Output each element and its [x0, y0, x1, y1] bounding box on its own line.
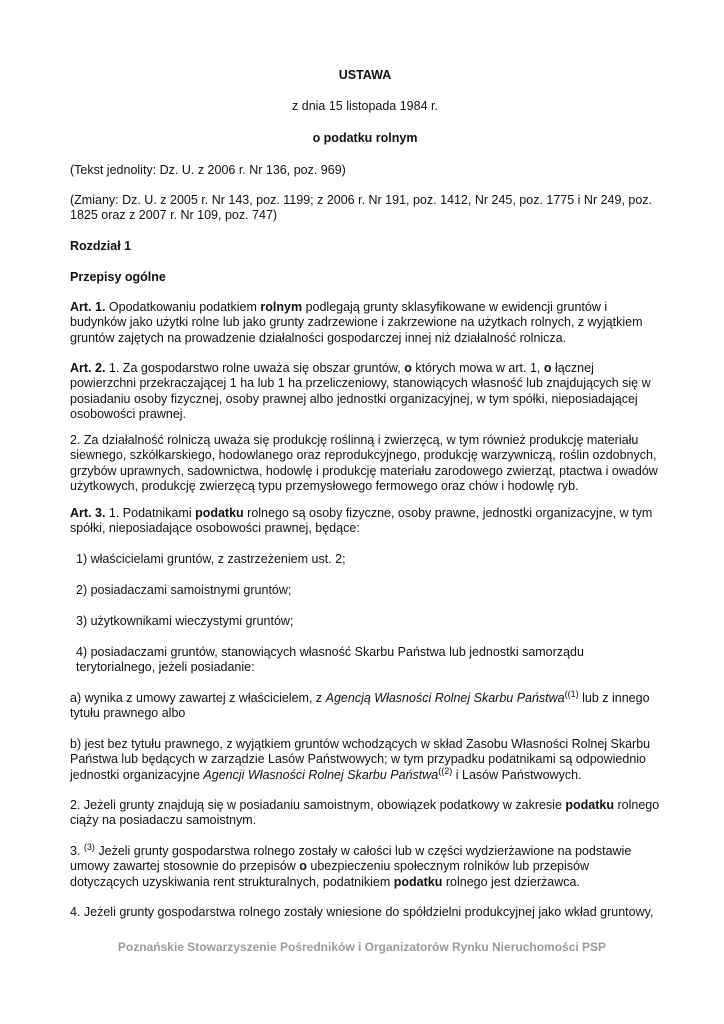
article-2-paragraph-1 [70, 361, 660, 422]
chapter-title: Przepisy ogólne [70, 270, 166, 284]
article-label: Art. 1. [70, 300, 106, 314]
footnote-marker: ((1) [564, 689, 579, 699]
article-emphasis: podatku [565, 798, 614, 812]
article-text: podlegają grunty sklasyfikowane w ewidencji gruntów i budynków jako użytki rolne lub jako grunty zadrzewione i zakrzewione na użytkach rolnych, z wyjątkiem gruntów zajętych na prowadzenie działalności gospodarczej innej niż działalność rolnicza. [70, 300, 643, 345]
amendments-reference: (Zmiany: Dz. U. z 2005 r. Nr 143, poz. 1199; z 2006 r. Nr 191, poz. 1412, Nr 245, poz. 1775 i Nr 249, poz. 1825 oraz z 2007 r. Nr 109, poz. 747) [70, 193, 653, 223]
act-title: USTAWA [338, 68, 392, 82]
agency-name: Agencji Własności Rolnej Skarbu Państwa [203, 767, 439, 782]
article-emphasis: o [299, 859, 307, 874]
list-item: 2) posiadaczami samoistnymi gruntów; [76, 583, 292, 597]
act-date: z dnia 15 listopada 1984 r. [292, 99, 438, 113]
agency-name: Agencją Własności Rolnej Skarbu Państwa [325, 691, 565, 705]
article-text: a) wynika z umowy zawartej z właścicielem, z [70, 691, 326, 705]
article-text: b) jest bez tytułu prawnego, z wyjątkiem gruntów wchodzących w skład Zasobu Własności Rolnej Skarbu Państwa lub będących w zarządzie Lasów Państwowych; w tym przypadku podatnikami są odpowiednio jednostki organizacyjne [70, 737, 651, 782]
article-text: rolnego jest dzierżawca. [442, 874, 580, 889]
page-footer: Poznańskie Stowarzyszenie Pośredników i Organizatorów Rynku Nieruchomości PSP [117, 940, 607, 954]
article-label: Art. 2. [70, 361, 106, 375]
article-text: których mowa w art. 1, [411, 361, 544, 375]
article-text: i Lasów Państwowych. [452, 767, 582, 782]
paragraph-number: 3. [70, 844, 84, 858]
list-item: 3) użytkownikami wieczystymi gruntów; [76, 614, 294, 628]
article-text: 1. Za gospodarstwo rolne uważa się obszar gruntów, [105, 361, 405, 375]
article-1 [70, 300, 660, 346]
article-emphasis: podatku [195, 506, 244, 520]
article-3-paragraph-4: 4. Jeżeli grunty gospodarstwa rolnego zostały wniesione do spółdzielni produkcyjnej jako wkład gruntowy, [70, 905, 654, 919]
article-text: 2. Jeżeli grunty znajdują się w posiadaniu samoistnym, obowiązek podatkowy w zakresie [70, 798, 566, 812]
sub-item-b [70, 737, 660, 783]
list-item: 4) posiadaczami gruntów, stanowiących własność Skarbu Państwa lub jednostki samorządu terytorialnego, jeżeli posiadanie: [76, 645, 584, 675]
article-text: 1. Podatnikami [105, 506, 196, 520]
article-text: ubezpieczeniu społecznym rolników lub przepisów dotyczących uzyskiwania rent strukturalnych, podatnikiem [70, 859, 590, 889]
article-text: łącznej powierzchni przekraczającej 1 ha lub 1 ha przeliczeniowy, stanowiących własność lub znajdujących się w posiadaniu osoby fizycznej, osoby prawnej albo jednostki organizacyjnej, w tym spółki, nieposiadającej osobowości prawnej. [70, 361, 651, 421]
article-text: Opodatkowaniu podatkiem [105, 300, 261, 314]
sub-item-a [70, 691, 660, 722]
article-2-paragraph-2: 2. Za działalność rolniczą uważa się produkcję roślinną i zwierzęcą, w tym również produkcję materiału siewnego, szkółkarskiego, hodowlanego oraz reprodukcyjnego, produkcję warzywniczą, roślin ozdobnych, grzybów uprawnych, sadownictwa, hodowlę i produkcję materiału zarodowego zwierząt, ptactwa i owadów użytkowych, produkcję zwierzęcą typu przemysłowego fermowego oraz chów i hodowlę ryb. [70, 433, 658, 493]
article-text: rolnego są osoby fizyczne, osoby prawne, jednostki organizacyjne, w tym spółki, nieposiadające osobowości prawnej, będące: [70, 506, 653, 536]
footnote-marker: (3) [83, 842, 95, 852]
article-emphasis: o [404, 361, 412, 375]
article-label: Art. 3. [70, 506, 106, 520]
article-text: Jeżeli grunty gospodarstwa rolnego zostały w całości lub w części wydzierżawione na podstawie umowy zawartej stosownie do przepisów [70, 844, 632, 874]
article-3-paragraph-2 [70, 798, 660, 829]
chapter-number: Rozdział 1 [70, 239, 132, 253]
article-emphasis: podatku [393, 874, 443, 889]
article-text: lub z innego tytułu prawnego albo [70, 691, 650, 721]
list-item: 1) właścicielami gruntów, z zastrzeżeniem ust. 2; [76, 552, 346, 566]
act-subject: o podatku rolnym [312, 131, 418, 145]
article-3-paragraph-1 [70, 506, 660, 537]
article-emphasis: rolnym [260, 300, 303, 314]
unified-text-reference: (Tekst jednolity: Dz. U. z 2006 r. Nr 136, poz. 969) [70, 163, 346, 177]
footnote-marker: ((2) [438, 765, 453, 776]
article-emphasis: o [543, 361, 552, 375]
article-3-paragraph-3 [70, 844, 660, 890]
article-text: rolnego ciąży na posiadaczu samoistnym. [70, 798, 660, 828]
